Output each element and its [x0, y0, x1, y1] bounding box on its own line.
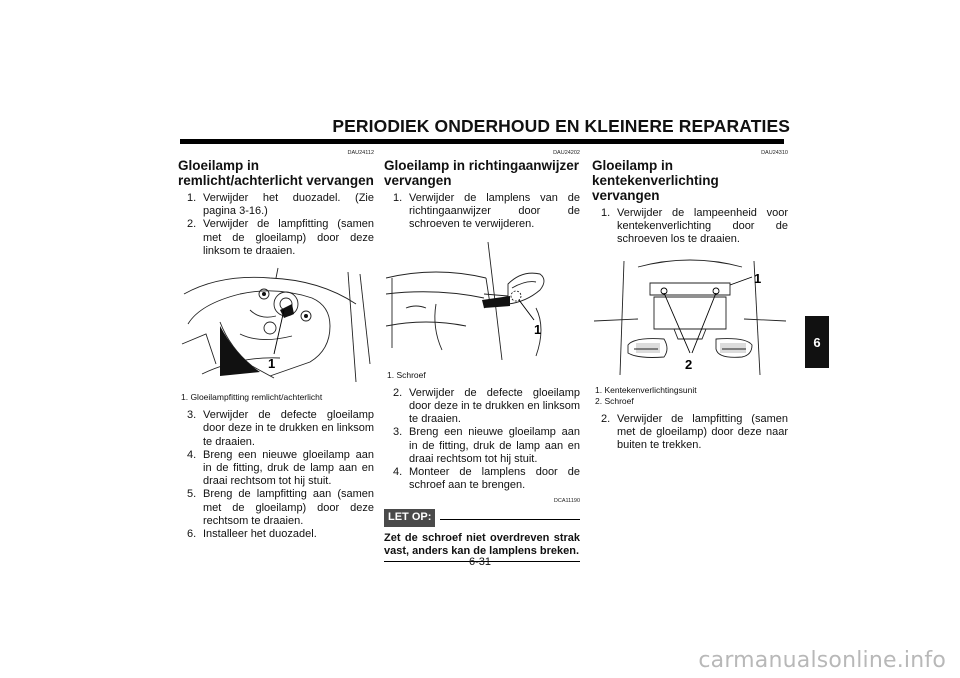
- step-list: [592, 207, 788, 247]
- step-item: [384, 426, 580, 466]
- step-number: 3.: [187, 409, 197, 422]
- callout-label: 1: [534, 321, 542, 337]
- step-number: 1.: [601, 207, 611, 219]
- step-list: [384, 192, 580, 232]
- step-text: Verwijder de lampeenheid voor kentekenverlichting door de schroeven los te draaien.: [617, 207, 788, 246]
- step-item: [384, 466, 580, 492]
- step-number: 6.: [187, 528, 197, 541]
- caution-text: Zet de schroef niet overdreven strak vast, anders kan de lamplens breken.: [384, 532, 580, 562]
- step-text: Verwijder de lampfitting (samen met de gloeilamp) door deze naar buiten te trekken.: [617, 412, 788, 452]
- step-text: Installeer het duozadel.: [203, 528, 317, 541]
- step-number: 4.: [187, 448, 197, 461]
- caution-rule: [440, 519, 580, 520]
- step-item: [384, 192, 580, 232]
- section-code: DAU24310: [761, 150, 788, 156]
- section-title: Gloeilamp in remlicht/achterlicht vervangen: [178, 158, 374, 188]
- step-item: [178, 192, 374, 218]
- figure-caption: 1. Schroef: [387, 369, 426, 380]
- section-title: Gloeilamp in richtingaanwijzer vervangen: [384, 158, 580, 188]
- step-text: Breng de lampfitting aan (samen met de gloeilamp) door deze rechtsom te draaien.: [203, 488, 374, 527]
- step-list: [592, 413, 788, 453]
- step-item: [592, 413, 788, 453]
- step-text: Verwijder de lampfitting (samen met de gloeilamp) door deze linksom te draaien.: [203, 218, 374, 257]
- step-text: Verwijder de defecte gloeilamp door deze in te drukken en linksom te draaien.: [409, 386, 580, 426]
- turn-signal-illustration: [386, 238, 578, 362]
- section-license-light: [592, 150, 788, 452]
- step-list: [178, 192, 374, 258]
- page-header-title: PERIODIEK ONDERHOUD EN KLEINERE REPARATIES: [332, 116, 790, 136]
- step-number: 1.: [187, 192, 197, 204]
- section-brake-tail-light: [178, 150, 374, 541]
- step-number: 2.: [393, 386, 403, 399]
- license-light-illustration: [594, 253, 786, 377]
- step-text: Verwijder het duozadel. (Zie pagina 3-16.): [203, 192, 374, 218]
- figure-caption-1: 1. Kentekenverlichtingsunit: [595, 384, 697, 395]
- step-text: Breng een nieuwe gloeilamp aan in de fitting, druk de lamp aan en draai rechtsom tot hij stuit.: [203, 448, 374, 488]
- figure-caption: 1. Gloeilampfitting remlicht/achterlicht: [181, 392, 323, 403]
- figure-turn-signal: [386, 238, 580, 366]
- step-number: 3.: [393, 426, 403, 439]
- step-item: [178, 218, 374, 258]
- page-number: 6-31: [468, 556, 492, 568]
- step-item: [178, 449, 374, 489]
- brake-light-illustration: [180, 264, 372, 384]
- step-number: 2.: [187, 218, 197, 231]
- step-item: [384, 387, 580, 427]
- callout-label: 1: [268, 356, 276, 372]
- step-number: 2.: [601, 412, 611, 425]
- step-item: [178, 488, 374, 528]
- caution-code: DCA11190: [553, 498, 580, 505]
- callout-label-2: 2: [685, 356, 693, 372]
- figure-license-light: [594, 253, 788, 381]
- header-rule: [180, 139, 784, 144]
- callout-label-1: 1: [754, 270, 762, 286]
- watermark: carmanualsonline.info: [698, 648, 946, 673]
- step-list: [384, 387, 580, 493]
- step-number: 4.: [393, 466, 403, 479]
- step-item: [178, 528, 374, 541]
- step-text: Verwijder de lamplens van de richtingaanwijzer door de schroeven te verwijderen.: [409, 192, 580, 231]
- caution-header: [384, 507, 580, 526]
- section-turn-signal: [384, 150, 580, 562]
- step-number: 5.: [187, 488, 197, 501]
- step-item: [592, 207, 788, 247]
- chapter-tab: 6: [805, 316, 829, 368]
- step-text: Monteer de lamplens door de schroef aan te brengen.: [409, 466, 580, 492]
- step-number: 1.: [393, 192, 403, 204]
- section-code: DAU24202: [553, 150, 580, 156]
- section-code: DAU24112: [347, 150, 374, 156]
- caution-label: LET OP:: [384, 509, 435, 526]
- step-list: [178, 409, 374, 541]
- step-text: Verwijder de defecte gloeilamp door deze in te drukken en linksom te draaien.: [203, 409, 374, 448]
- step-text: Breng een nieuwe gloeilamp aan in de fitting, druk de lamp aan en draai rechtsom tot hij stuit.: [409, 426, 580, 465]
- figure-caption-2: 2. Schroef: [595, 395, 634, 406]
- figure-brake-light-socket: [180, 264, 374, 388]
- step-item: [178, 409, 374, 449]
- section-title: Gloeilamp in kentekenverlichting vervangen: [592, 158, 719, 203]
